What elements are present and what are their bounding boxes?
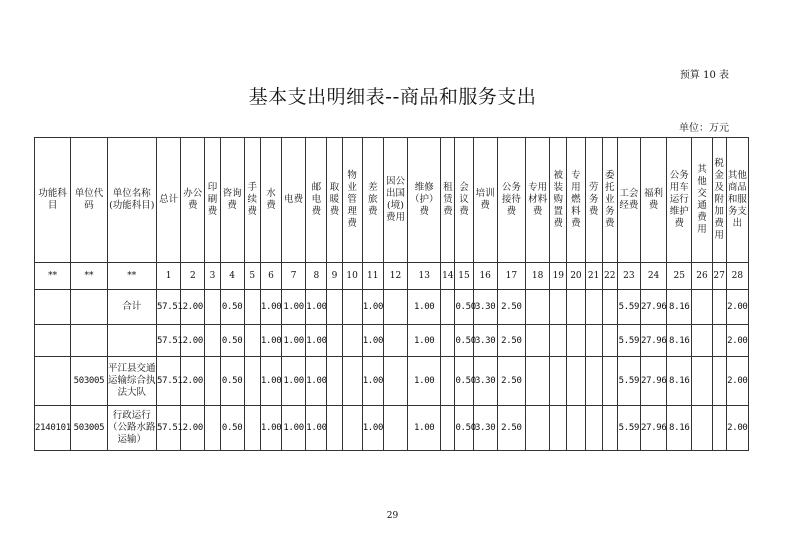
index-cell: 8 xyxy=(306,263,327,290)
table-cell: 1.00 xyxy=(260,406,281,451)
index-cell: 19 xyxy=(550,263,567,290)
index-cell: 11 xyxy=(362,263,383,290)
table-cell: 1.00 xyxy=(408,290,441,325)
table-cell: 2.00 xyxy=(726,406,748,451)
table-cell: 27.96 xyxy=(640,325,666,357)
table-cell: 2.00 xyxy=(181,406,205,451)
table-cell xyxy=(602,406,617,451)
header-cell: 水费 xyxy=(260,138,281,263)
header-cell: 印刷费 xyxy=(205,138,220,263)
table-cell: 1.00 xyxy=(362,406,383,451)
table-cell: 3.30 xyxy=(473,290,497,325)
header-cell: 专用燃料费 xyxy=(567,138,585,263)
header-cell: 办公费 xyxy=(181,138,205,263)
table-cell xyxy=(441,357,455,406)
table-cell xyxy=(585,325,602,357)
header-cell: 福利费 xyxy=(640,138,666,263)
index-cell: 2 xyxy=(181,263,205,290)
table-cell: 0.50 xyxy=(220,357,244,406)
table-cell xyxy=(550,357,567,406)
table-cell xyxy=(441,406,455,451)
header-cell: 专用材料费 xyxy=(526,138,550,263)
table-cell: 合计 xyxy=(107,290,156,325)
table-cell: 1.00 xyxy=(282,290,306,325)
header-cell: 差旅费 xyxy=(362,138,383,263)
table-cell xyxy=(71,325,107,357)
table-cell xyxy=(342,325,362,357)
table-cell: 5.59 xyxy=(617,357,640,406)
table-cell xyxy=(585,290,602,325)
header-cell: 租赁费 xyxy=(441,138,455,263)
table-cell: 8.16 xyxy=(667,406,692,451)
table-cell: 1.00 xyxy=(282,357,306,406)
table-cell xyxy=(712,406,726,451)
table-cell: 2.00 xyxy=(181,325,205,357)
table-cell xyxy=(244,406,260,451)
table-row-total xyxy=(35,290,749,325)
table-cell: 2.50 xyxy=(497,357,525,406)
table-cell: 行政运行（公路水路运输） xyxy=(107,406,156,451)
table-cell: 2140101 xyxy=(35,406,71,451)
header-cell: 税金及附加费用 xyxy=(712,138,726,263)
index-row xyxy=(35,263,749,290)
table-cell: 2.00 xyxy=(181,357,205,406)
header-cell: 被装购置费 xyxy=(550,138,567,263)
table-cell: 1.00 xyxy=(306,406,327,451)
index-cell: 10 xyxy=(342,263,362,290)
table-cell xyxy=(585,406,602,451)
table-cell xyxy=(327,290,342,325)
table-cell xyxy=(205,290,220,325)
table-cell: 0.50 xyxy=(220,290,244,325)
table-cell: 3.30 xyxy=(473,357,497,406)
table-cell: 8.16 xyxy=(667,290,692,325)
table-cell: 5.59 xyxy=(617,406,640,451)
table-cell: 0.50 xyxy=(220,406,244,451)
header-cell: 其他交通费用 xyxy=(692,138,712,263)
table-cell xyxy=(383,406,407,451)
header-cell: 公务接待费 xyxy=(497,138,525,263)
table-cell xyxy=(244,325,260,357)
header-cell: 功能科目 xyxy=(35,138,71,263)
table-cell xyxy=(692,406,712,451)
table-cell: 57.51 xyxy=(157,406,181,451)
table-cell xyxy=(585,357,602,406)
table-cell: 3.30 xyxy=(473,406,497,451)
index-cell: 5 xyxy=(244,263,260,290)
table-cell xyxy=(712,325,726,357)
index-cell: 23 xyxy=(617,263,640,290)
index-cell: 4 xyxy=(220,263,244,290)
index-cell: 21 xyxy=(585,263,602,290)
header-cell: 劳务费 xyxy=(585,138,602,263)
table-cell: 503005 xyxy=(71,406,107,451)
index-cell: 28 xyxy=(726,263,748,290)
header-cell: 维修（护）费 xyxy=(408,138,441,263)
expense-detail-table xyxy=(34,137,749,451)
table-cell xyxy=(383,290,407,325)
table-cell: 503005 xyxy=(71,357,107,406)
table-cell xyxy=(342,406,362,451)
page-title: 基本支出明细表--商品和服务支出 xyxy=(248,86,537,108)
table-cell: 27.96 xyxy=(640,357,666,406)
table-cell: 57.51 xyxy=(157,357,181,406)
table-cell xyxy=(441,325,455,357)
table-cell xyxy=(526,406,550,451)
table-row xyxy=(35,406,749,451)
table-cell: 1.00 xyxy=(306,357,327,406)
header-cell: 物业管理费 xyxy=(342,138,362,263)
table-cell: 1.00 xyxy=(362,357,383,406)
table-cell xyxy=(602,290,617,325)
table-cell xyxy=(567,357,585,406)
table-cell: 57.51 xyxy=(157,290,181,325)
table-cell: 1.00 xyxy=(260,357,281,406)
table-cell xyxy=(244,290,260,325)
table-cell: 0.50 xyxy=(455,357,473,406)
table-cell: 1.00 xyxy=(306,325,327,357)
table-cell: 1.00 xyxy=(260,325,281,357)
table-cell xyxy=(712,357,726,406)
index-cell: 13 xyxy=(408,263,441,290)
table-cell: 1.00 xyxy=(282,406,306,451)
table-cell: 2.00 xyxy=(726,290,748,325)
table-cell: 0.50 xyxy=(455,406,473,451)
table-cell xyxy=(327,357,342,406)
table-cell: 3.30 xyxy=(473,325,497,357)
header-cell: 会议费 xyxy=(455,138,473,263)
header-cell: 单位名称(功能科目) xyxy=(107,138,156,263)
table-cell xyxy=(342,357,362,406)
header-cell: 咨询费 xyxy=(220,138,244,263)
table-cell xyxy=(692,325,712,357)
table-cell xyxy=(71,290,107,325)
header-cell: 邮电费 xyxy=(306,138,327,263)
table-cell xyxy=(567,325,585,357)
table-cell: 1.00 xyxy=(306,290,327,325)
table-cell xyxy=(567,290,585,325)
table-cell xyxy=(342,290,362,325)
table-cell: 2.50 xyxy=(497,325,525,357)
header-cell: 因公出国(境)费用 xyxy=(383,138,407,263)
table-cell: 2.00 xyxy=(726,357,748,406)
index-cell: 6 xyxy=(260,263,281,290)
table-cell xyxy=(550,406,567,451)
header-cell: 公务用车运行维护费 xyxy=(667,138,692,263)
table-cell: 27.96 xyxy=(640,290,666,325)
table-cell xyxy=(205,406,220,451)
table-cell xyxy=(602,357,617,406)
table-cell: 0.50 xyxy=(220,325,244,357)
index-cell: ** xyxy=(35,263,71,290)
table-cell: 1.00 xyxy=(362,290,383,325)
index-cell: 22 xyxy=(602,263,617,290)
index-cell: 26 xyxy=(692,263,712,290)
table-cell: 0.50 xyxy=(455,290,473,325)
page-number: 29 xyxy=(386,511,399,521)
index-cell: 12 xyxy=(383,263,407,290)
table-cell xyxy=(35,290,71,325)
table-cell: 5.59 xyxy=(617,325,640,357)
table-cell: 2.50 xyxy=(497,406,525,451)
index-cell: 3 xyxy=(205,263,220,290)
table-cell xyxy=(205,357,220,406)
index-cell: 17 xyxy=(497,263,525,290)
header-cell: 取暖费 xyxy=(327,138,342,263)
table-cell: 8.16 xyxy=(667,325,692,357)
table-cell: 2.50 xyxy=(497,290,525,325)
table-cell: 1.00 xyxy=(408,325,441,357)
index-cell: ** xyxy=(71,263,107,290)
table-cell xyxy=(526,357,550,406)
index-cell: ** xyxy=(107,263,156,290)
table-cell: 1.00 xyxy=(408,406,441,451)
table-cell xyxy=(383,357,407,406)
table-cell xyxy=(441,290,455,325)
index-cell: 25 xyxy=(667,263,692,290)
table-number-label: 预算 10 表 xyxy=(679,70,729,81)
table-cell xyxy=(327,325,342,357)
table-cell: 2.00 xyxy=(726,325,748,357)
header-cell: 单位代码 xyxy=(71,138,107,263)
header-cell: 电费 xyxy=(282,138,306,263)
header-cell: 其他商品和服务支出 xyxy=(726,138,748,263)
table-cell xyxy=(526,325,550,357)
header-cell: 总计 xyxy=(157,138,181,263)
table-cell: 5.59 xyxy=(617,290,640,325)
index-cell: 24 xyxy=(640,263,666,290)
table-row xyxy=(35,357,749,406)
table-cell xyxy=(567,406,585,451)
table-cell xyxy=(35,325,71,357)
table-cell xyxy=(692,357,712,406)
header-cell: 工会经费 xyxy=(617,138,640,263)
index-cell: 7 xyxy=(282,263,306,290)
table-cell xyxy=(244,357,260,406)
table-cell xyxy=(692,290,712,325)
table-cell xyxy=(205,325,220,357)
index-cell: 16 xyxy=(473,263,497,290)
table-row xyxy=(35,325,749,357)
index-cell: 18 xyxy=(526,263,550,290)
table-cell: 57.51 xyxy=(157,325,181,357)
table-cell: 1.00 xyxy=(408,357,441,406)
table-cell: 1.00 xyxy=(260,290,281,325)
table-cell xyxy=(550,290,567,325)
table-cell xyxy=(383,325,407,357)
table-cell: 1.00 xyxy=(362,325,383,357)
header-row xyxy=(35,138,749,263)
table-cell: 8.16 xyxy=(667,357,692,406)
index-cell: 15 xyxy=(455,263,473,290)
index-cell: 1 xyxy=(157,263,181,290)
table-cell: 27.96 xyxy=(640,406,666,451)
index-cell: 20 xyxy=(567,263,585,290)
table-cell xyxy=(550,325,567,357)
table-cell xyxy=(35,357,71,406)
table-cell: 平江县交通运输综合执法大队 xyxy=(107,357,156,406)
header-cell: 委托业务费 xyxy=(602,138,617,263)
index-cell: 9 xyxy=(327,263,342,290)
header-cell: 手续费 xyxy=(244,138,260,263)
table-cell xyxy=(107,325,156,357)
table-cell: 2.00 xyxy=(181,290,205,325)
table-cell xyxy=(712,290,726,325)
table-cell xyxy=(526,290,550,325)
table-cell: 1.00 xyxy=(282,325,306,357)
table-cell xyxy=(327,406,342,451)
table-cell xyxy=(602,325,617,357)
table-cell: 0.50 xyxy=(455,325,473,357)
index-cell: 27 xyxy=(712,263,726,290)
header-cell: 培训费 xyxy=(473,138,497,263)
index-cell: 14 xyxy=(441,263,455,290)
unit-label: 单位：万元 xyxy=(679,123,729,134)
